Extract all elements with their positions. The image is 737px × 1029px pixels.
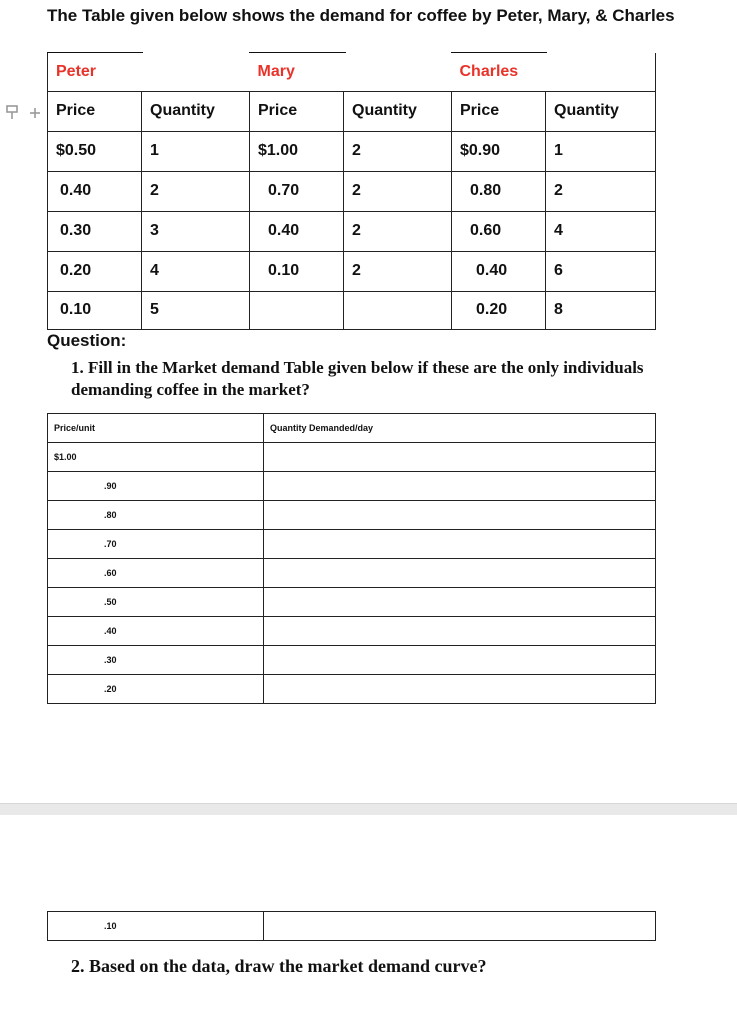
mary-quantity-cell: 2 xyxy=(344,211,452,251)
market-price-cell: .40 xyxy=(48,617,264,646)
peter-quantity-cell: 1 xyxy=(142,131,250,171)
peter-name: Peter xyxy=(48,53,250,91)
table-row xyxy=(48,675,656,704)
peter-price-cell: $0.50 xyxy=(48,131,142,171)
mary-name: Mary xyxy=(250,53,452,91)
charles-quantity-cell: 2 xyxy=(546,171,656,211)
add-row-icon[interactable] xyxy=(28,103,42,121)
charles-quantity-cell: 6 xyxy=(546,251,656,291)
mary-price-cell: 0.70 xyxy=(250,171,344,211)
page-heading: The Table given below shows the demand for coffee by Peter, Mary, & Charles xyxy=(47,6,675,25)
table-row xyxy=(48,211,656,251)
market-price-cell: .80 xyxy=(48,501,264,530)
mary-price-cell: 0.40 xyxy=(250,211,344,251)
page-break xyxy=(0,803,737,815)
peter-price-cell: 0.10 xyxy=(48,291,142,329)
mary-quantity-header: Quantity xyxy=(344,91,452,131)
market-quantity-cell[interactable] xyxy=(264,675,656,704)
charles-price-cell: 0.80 xyxy=(452,171,546,211)
price-unit-header: Price/unit xyxy=(48,414,264,443)
market-price-cell: .70 xyxy=(48,530,264,559)
charles-quantity-cell: 4 xyxy=(546,211,656,251)
market-price-cell: $1.00 xyxy=(48,443,264,472)
row-controls[interactable] xyxy=(5,101,42,121)
peter-quantity-header: Quantity xyxy=(142,91,250,131)
market-quantity-cell[interactable] xyxy=(264,443,656,472)
peter-quantity-cell: 3 xyxy=(142,211,250,251)
peter-quantity-cell: 5 xyxy=(142,291,250,329)
drag-handle-icon[interactable] xyxy=(5,103,19,121)
mary-quantity-cell xyxy=(344,291,452,329)
table-row xyxy=(48,646,656,675)
charles-price-cell: 0.40 xyxy=(452,251,546,291)
market-quantity-cell[interactable] xyxy=(264,472,656,501)
quantity-demanded-header: Quantity Demanded/day xyxy=(264,414,656,443)
table-row xyxy=(48,501,656,530)
market-quantity-cell[interactable] xyxy=(264,501,656,530)
mary-price-header: Price xyxy=(250,91,344,131)
peter-price-header: Price xyxy=(48,91,142,131)
charles-quantity-header: Quantity xyxy=(546,91,656,131)
market-price-cell: .90 xyxy=(48,472,264,501)
market-price-cell: .20 xyxy=(48,675,264,704)
market-price-cell: .50 xyxy=(48,588,264,617)
market-demand-table-continued xyxy=(47,911,656,941)
table-row xyxy=(48,251,656,291)
table-row xyxy=(48,291,656,329)
charles-price-cell: 0.20 xyxy=(452,291,546,329)
individual-demand-table xyxy=(47,53,656,330)
table-row xyxy=(48,443,656,472)
market-demand-table xyxy=(47,413,656,704)
peter-quantity-cell: 4 xyxy=(142,251,250,291)
charles-price-header: Price xyxy=(452,91,546,131)
charles-price-cell: $0.90 xyxy=(452,131,546,171)
mary-price-cell xyxy=(250,291,344,329)
table-row xyxy=(48,530,656,559)
charles-quantity-cell: 1 xyxy=(546,131,656,171)
peter-price-cell: 0.20 xyxy=(48,251,142,291)
charles-quantity-cell: 8 xyxy=(546,291,656,329)
peter-quantity-cell: 2 xyxy=(142,171,250,211)
mary-price-cell: $1.00 xyxy=(250,131,344,171)
market-quantity-cell[interactable] xyxy=(264,588,656,617)
market-quantity-cell[interactable] xyxy=(264,646,656,675)
market-quantity-cell[interactable] xyxy=(264,559,656,588)
market-price-cell: .60 xyxy=(48,559,264,588)
mary-price-cell: 0.10 xyxy=(250,251,344,291)
question-1: 1. Fill in the Market demand Table given below if these are the only individuals demanding coffee in the market? xyxy=(71,358,644,399)
market-quantity-cell[interactable] xyxy=(264,912,656,941)
market-quantity-cell[interactable] xyxy=(264,530,656,559)
peter-price-cell: 0.30 xyxy=(48,211,142,251)
table-row xyxy=(48,559,656,588)
question-label: Question: xyxy=(47,331,127,350)
table-row xyxy=(48,171,656,211)
question-2: 2. Based on the data, draw the market demand curve? xyxy=(71,956,487,976)
charles-name: Charles xyxy=(452,53,656,91)
table-row xyxy=(48,131,656,171)
table-row xyxy=(48,472,656,501)
market-quantity-cell[interactable] xyxy=(264,617,656,646)
mary-quantity-cell: 2 xyxy=(344,131,452,171)
table-row xyxy=(48,588,656,617)
market-price-cell: .30 xyxy=(48,646,264,675)
table-row xyxy=(48,617,656,646)
mary-quantity-cell: 2 xyxy=(344,251,452,291)
peter-price-cell: 0.40 xyxy=(48,171,142,211)
market-price-cell: .10 xyxy=(48,912,264,941)
mary-quantity-cell: 2 xyxy=(344,171,452,211)
charles-price-cell: 0.60 xyxy=(452,211,546,251)
table-row xyxy=(48,912,656,941)
